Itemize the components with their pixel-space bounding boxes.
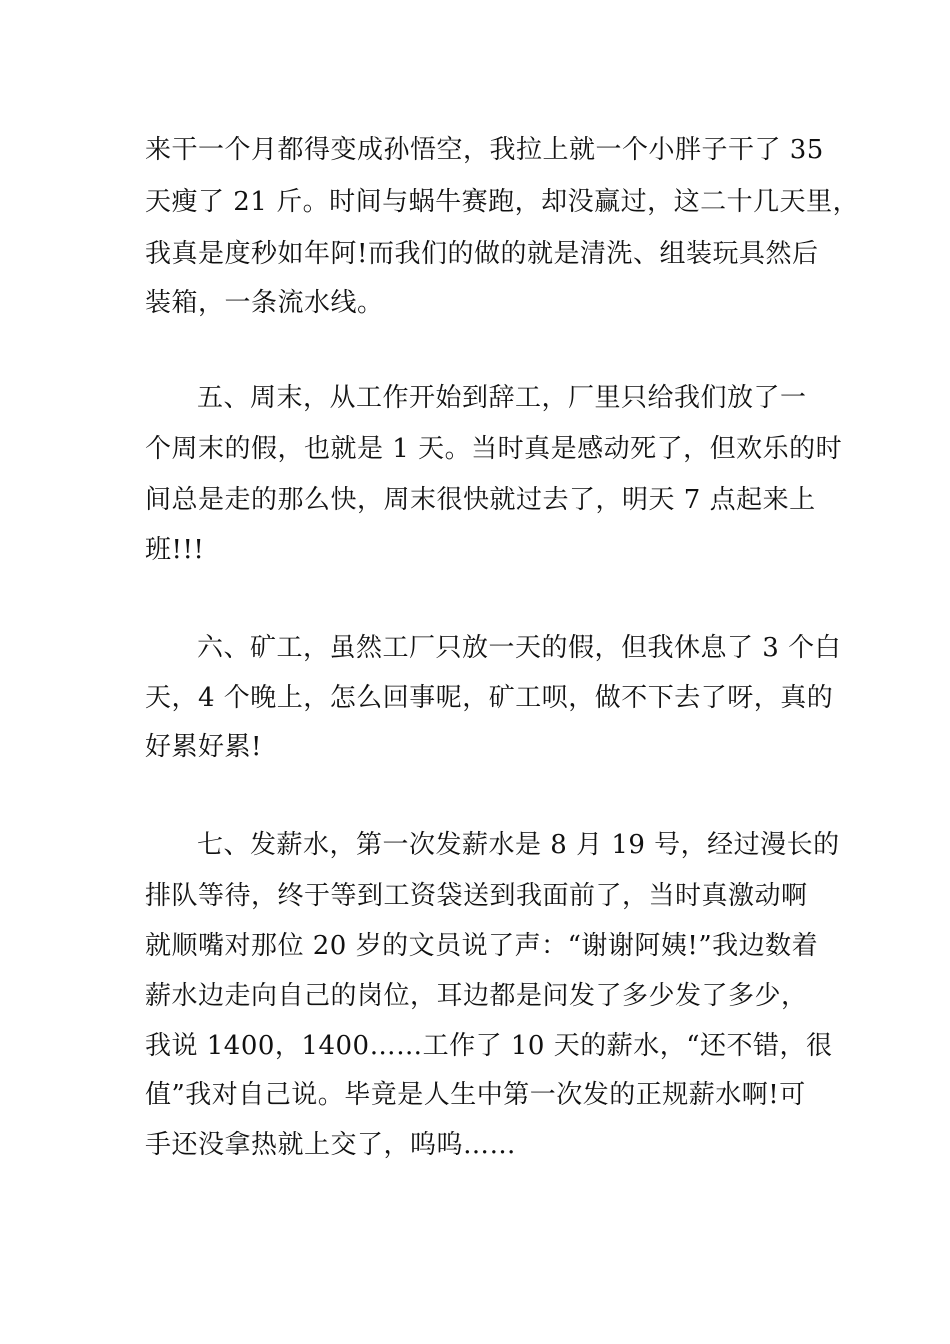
paragraph-4-line-5: 我说 1400，1400……工作了 10 天的薪水，“还不错，很 [145, 1031, 833, 1061]
paragraph-2-line-2: 个周末的假，也就是 1 天。当时真是感动死了，但欢乐的时 [145, 434, 843, 464]
paragraph-4-line-6: 值”我对自己说。毕竟是人生中第一次发的正规薪水啊!可 [145, 1080, 806, 1110]
paragraph-1-line-3: 我真是度秒如年阿!而我们的做的就是清洗、组装玩具然后 [145, 239, 819, 269]
paragraph-3-line-2: 天，4 个晚上，怎么回事呢，矿工呗，做不下去了呀，真的 [145, 683, 834, 713]
paragraph-2-line-1: 五、周末，从工作开始到辞工，厂里只给我们放了一 [197, 383, 807, 413]
paragraph-1-line-1: 来干一个月都得变成孙悟空，我拉上就一个小胖子干了 35 [145, 135, 824, 165]
paragraph-3-line-1: 六、矿工，虽然工厂只放一天的假，但我休息了 3 个白 [197, 633, 842, 663]
paragraph-4-line-3: 就顺嘴对那位 20 岁的文员说了声：“谢谢阿姨!”我边数着 [145, 931, 819, 961]
paragraph-4-line-2: 排队等待，终于等到工资袋送到我面前了，当时真激动啊 [145, 881, 808, 911]
paragraph-4-line-7: 手还没拿热就上交了，呜呜…… [145, 1130, 517, 1160]
paragraph-4-line-4: 薪水边走向自己的岗位，耳边都是问发了多少发了多少， [145, 981, 808, 1011]
paragraph-3-line-3: 好累好累! [145, 732, 262, 762]
paragraph-2-line-3: 间总是走的那么快，周末很快就过去了，明天 7 点起来上 [145, 485, 816, 515]
paragraph-2-line-4: 班!!! [145, 535, 205, 565]
paragraph-1-line-4: 装箱，一条流水线。 [145, 288, 384, 318]
paragraph-1-line-2: 天瘦了 21 斤。时间与蜗牛赛跑，却没赢过，这二十几天里， [145, 187, 860, 217]
paragraph-4-line-1: 七、发薪水，第一次发薪水是 8 月 19 号，经过漫长的 [197, 830, 840, 860]
